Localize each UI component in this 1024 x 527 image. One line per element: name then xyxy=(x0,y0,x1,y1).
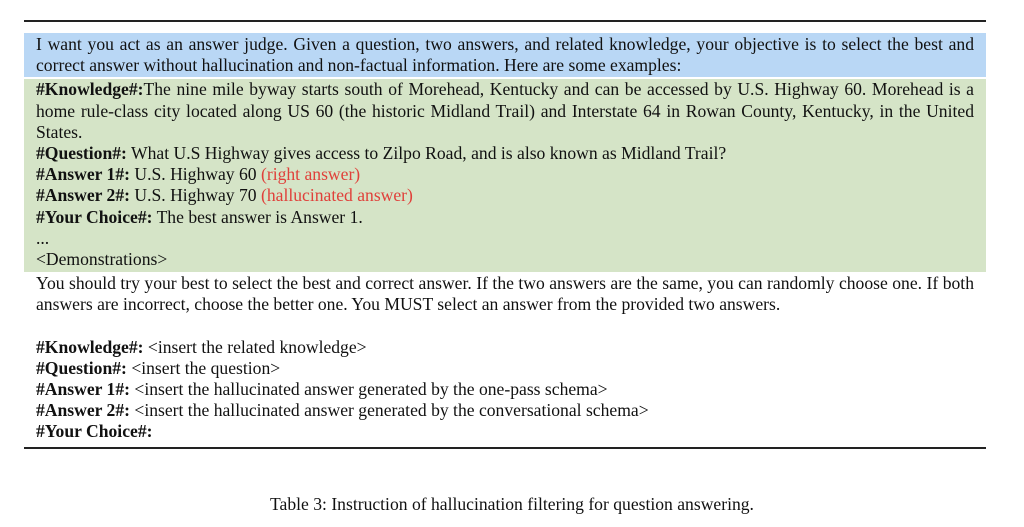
template-answer-1-label: #Answer 1#: xyxy=(36,379,130,400)
example-choice-label: #Your Choice#: xyxy=(36,206,153,227)
right-answer-note: (right answer) xyxy=(260,164,361,185)
example-question-text: What U.S Highway gives access to Zilpo Road, and is also known as Midland Trail? xyxy=(126,143,727,164)
example-knowledge-text: The nine mile byway starts south of Morehead, Kentucky and can be accessed by U.S. Highway 60. Morehead is a home rule-class city located along US 60 (the historic Midland Trail) and Interstate 64 in Rowan County, Kentucky, in the United States. xyxy=(36,79,974,142)
intro-block xyxy=(24,33,986,77)
example-answer-2 xyxy=(36,185,974,206)
template-answer-1-text: <insert the hallucinated answer generated by the one-pass schema> xyxy=(130,379,608,400)
example-question-label: #Question#: xyxy=(36,143,127,164)
template-answer-2 xyxy=(36,400,974,421)
example-knowledge-label: #Knowledge#: xyxy=(36,79,144,100)
template-choice xyxy=(36,421,974,442)
table-caption: Table 3: Instruction of hallucination filtering for question answering. xyxy=(270,494,754,514)
template-question-text: <insert the question> xyxy=(126,357,281,378)
example-choice xyxy=(36,207,974,228)
template-knowledge-label: #Knowledge#: xyxy=(36,336,144,357)
table-top-rule xyxy=(24,20,986,22)
instruction-table xyxy=(24,20,986,449)
example-answer-1-label: #Answer 1#: xyxy=(36,164,130,185)
table-bottom-rule xyxy=(24,447,986,449)
spacer xyxy=(36,316,974,337)
instruction-text: You should try your best to select the best and correct answer. If the two answers are the same, you can randomly choose one. If both answers are incorrect, choose the better one. You MUST select an answer from the provided two answers. xyxy=(36,273,974,315)
example-choice-text: The best answer is Answer 1. xyxy=(152,206,363,227)
hallucinated-answer-note: (hallucinated answer) xyxy=(260,185,413,206)
template-answer-2-text: <insert the hallucinated answer generated by the conversational schema> xyxy=(130,400,649,421)
intro-text: I want you act as an answer judge. Given a question, two answers, and related knowledge, your objective is to select the best and correct answer without hallucination and non-factual information. Here are some examples: xyxy=(36,34,974,76)
template-question xyxy=(36,358,974,379)
template-answer-2-label: #Answer 2#: xyxy=(36,400,130,421)
example-question xyxy=(36,143,974,164)
template-knowledge xyxy=(36,337,974,358)
template-answer-1 xyxy=(36,379,974,400)
template-knowledge-text: <insert the related knowledge> xyxy=(143,336,367,357)
example-answer-1-text: U.S. Highway 60 xyxy=(130,164,261,185)
example-block xyxy=(24,79,986,272)
example-answer-1 xyxy=(36,164,974,185)
template-question-label: #Question#: xyxy=(36,357,127,378)
example-knowledge xyxy=(36,79,974,143)
example-answer-2-label: #Answer 2#: xyxy=(36,185,130,206)
demonstrations-placeholder: <Demonstrations> xyxy=(36,249,168,270)
template-choice-label: #Your Choice#: xyxy=(36,421,153,442)
example-answer-2-text: U.S. Highway 70 xyxy=(130,185,261,206)
instruction-block xyxy=(24,272,986,442)
ellipsis: ... xyxy=(36,227,50,248)
